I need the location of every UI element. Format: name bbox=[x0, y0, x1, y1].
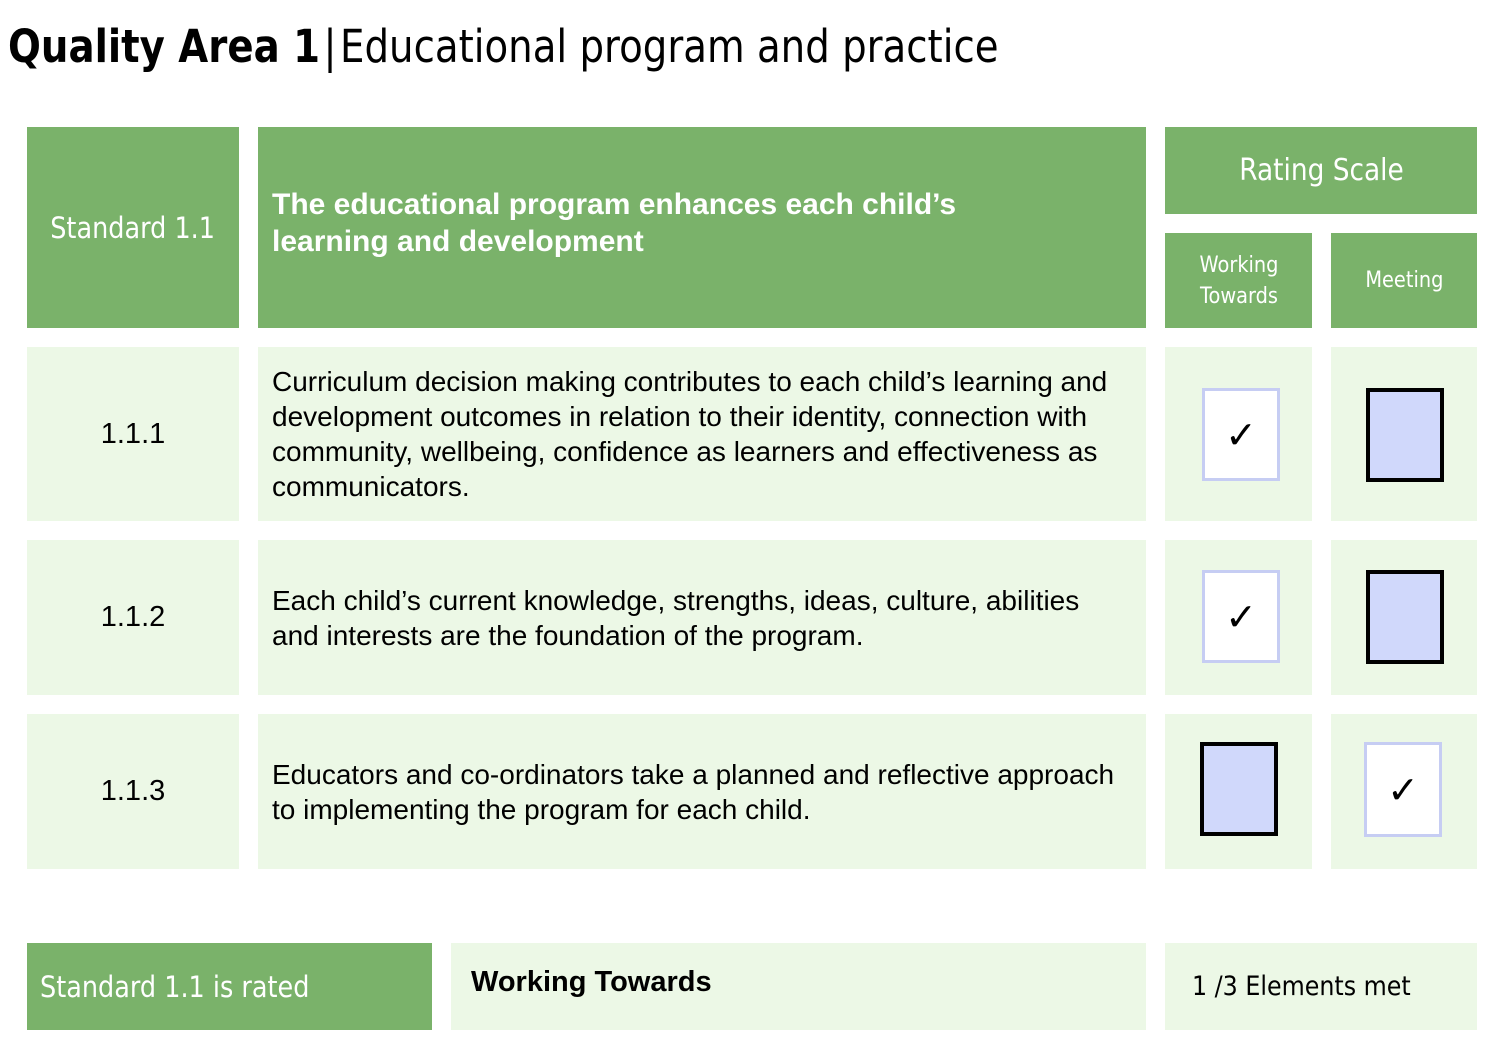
check-icon: ✓ bbox=[1225, 594, 1257, 639]
meeting-checkbox[interactable] bbox=[1364, 742, 1442, 837]
working-towards-header bbox=[1165, 233, 1312, 328]
title-separator: | bbox=[323, 20, 337, 73]
rating-scale-header bbox=[1165, 127, 1477, 214]
working-towards-checkbox[interactable] bbox=[1202, 388, 1280, 481]
standard-rated-label-cell bbox=[27, 943, 432, 1030]
title-area-name: Educational program and practice bbox=[340, 20, 999, 73]
element-id: 1.1.3 bbox=[100, 775, 166, 807]
standard-rated-label: Standard 1.1 is rated bbox=[40, 969, 310, 1004]
check-icon: ✓ bbox=[1225, 412, 1257, 457]
elements-met-count: 1 /3 Elements met bbox=[1192, 971, 1411, 1002]
working-towards-cell bbox=[1165, 714, 1312, 869]
element-text: Educators and co-ordinators take a planned and reflective approach to implementing the program for each child. bbox=[272, 758, 1115, 825]
standard-label: Standard 1.1 bbox=[50, 210, 216, 245]
meeting-cell bbox=[1331, 540, 1477, 695]
meeting-checkbox[interactable] bbox=[1366, 388, 1444, 482]
element-text-cell bbox=[258, 540, 1146, 695]
rating-scale-label: Rating Scale bbox=[1238, 153, 1404, 188]
standard-description: The educational program enhances each child’s learning and development bbox=[272, 187, 957, 258]
element-text: Each child’s current knowledge, strengths, ideas, culture, abilities and interests are the foundation of the program. bbox=[272, 584, 1080, 651]
element-text: Curriculum decision making contributes to each child’s learning and development outcomes in relation to their identity, connection with community, wellbeing, confidence as learners and effectiveness as communicators. bbox=[272, 366, 1108, 502]
element-id: 1.1.2 bbox=[100, 601, 166, 633]
element-id-cell bbox=[27, 540, 239, 695]
meeting-header bbox=[1331, 233, 1477, 328]
element-text-cell bbox=[258, 347, 1146, 521]
title-quality-area: Quality Area 1 bbox=[8, 20, 321, 73]
working-towards-checkbox[interactable] bbox=[1202, 570, 1280, 663]
meeting-cell bbox=[1331, 714, 1477, 869]
element-text-cell bbox=[258, 714, 1146, 869]
working-towards-cell bbox=[1165, 540, 1312, 695]
meeting-cell bbox=[1331, 347, 1477, 521]
standard-label-cell bbox=[27, 127, 239, 328]
standard-rating: Working Towards bbox=[471, 966, 712, 998]
check-icon: ✓ bbox=[1387, 767, 1419, 812]
meeting-checkbox[interactable] bbox=[1366, 570, 1444, 664]
standard-rating-cell bbox=[451, 943, 1146, 1030]
element-id: 1.1.1 bbox=[100, 417, 166, 450]
element-id-cell bbox=[27, 347, 239, 521]
working-towards-checkbox[interactable] bbox=[1200, 742, 1278, 836]
element-id-cell bbox=[27, 714, 239, 869]
page-title bbox=[8, 18, 999, 76]
working-towards-label: Working Towards bbox=[1199, 252, 1278, 309]
working-towards-cell bbox=[1165, 347, 1312, 521]
standard-description-cell bbox=[258, 127, 1146, 328]
elements-met-cell bbox=[1165, 943, 1477, 1030]
meeting-label: Meeting bbox=[1364, 268, 1444, 293]
